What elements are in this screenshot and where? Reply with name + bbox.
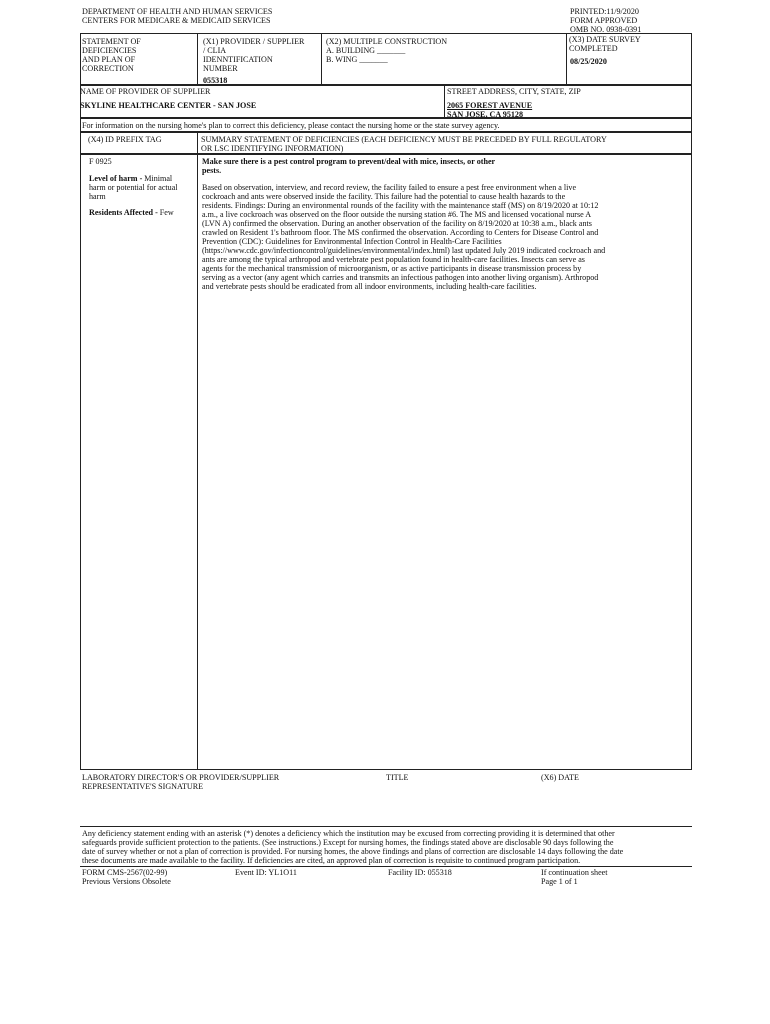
agency-header	[82, 7, 272, 25]
centers-name: CENTERS FOR MEDICARE & MEDICAID SERVICES	[82, 16, 271, 25]
provider-name-label: NAME OF PROVIDER OF SUPPLIER	[80, 87, 211, 96]
multiple-construction: (X2) MULTIPLE CONSTRUCTION A. BUILDING _______ B. WING _______	[326, 37, 448, 64]
title-label: TITLE	[386, 773, 409, 782]
residents-affected: Residents Affected - Few	[89, 208, 174, 217]
page-info: If continuation sheet Page 1 of 1	[541, 868, 608, 886]
omb-number: OMB NO. 0938-0391	[570, 25, 642, 34]
printed-date: PRINTED:11/9/2020	[570, 7, 639, 16]
address-city: SAN JOSE, CA 95128	[447, 110, 524, 119]
address-street: 2065 FOREST AVENUE	[447, 101, 533, 110]
provider-clia-label: (X1) PROVIDER / SUPPLIER / CLIA IDENNTIFICATION NUMBER	[203, 37, 305, 73]
building-field: A. BUILDING _______	[326, 46, 406, 55]
department-name: DEPARTMENT OF HEALTH AND HUMAN SERVICES	[82, 7, 273, 16]
form-identifier: FORM CMS-2567(02-99) Previous Versions Obsolete	[82, 868, 171, 886]
level-of-harm: Level of harm - Minimal harm or potential for actual harm	[89, 174, 178, 201]
footer-rule	[80, 826, 692, 827]
wing-field: B. WING _______	[326, 55, 388, 64]
form-approved: FORM APPROVED	[570, 16, 638, 25]
director-signature-label: LABORATORY DIRECTOR'S OR PROVIDER/SUPPLIER REPRESENTATIVE'S SIGNATURE	[82, 773, 280, 791]
info-line: For information on the nursing home's plan to correct this deficiency, please contact the nursing home or the state survey agency.	[82, 121, 500, 130]
date-label: (X6) DATE	[541, 773, 579, 782]
address-label: STREET ADDRESS, CITY, STATE, ZIP	[447, 87, 581, 96]
page-number: Page 1 of 1	[541, 877, 578, 886]
event-id: Event ID: YL1O11	[235, 868, 297, 877]
form-approval-block	[570, 7, 641, 34]
facility-id: Facility ID: 055318	[388, 868, 452, 877]
survey-date-label: (X3) DATE SURVEY COMPLETED	[569, 35, 641, 53]
deficiency-title: Make sure there is a pest control program to prevent/deal with mice, insects, or other pests.	[202, 157, 496, 175]
provider-name: SKYLINE HEALTHCARE CENTER - SAN JOSE	[80, 101, 257, 110]
summary-header: SUMMARY STATEMENT OF DEFICIENCIES (EACH DEFICIENCY MUST BE PRECEDED BY FULL REGULATORY OR LSC IDENTIFYING INFORMATION)	[201, 135, 607, 153]
provider-number: 055318	[203, 76, 228, 85]
deficiency-findings: Based on observation, interview, and record review, the facility failed to ensure a pest free environment when a live cockroach and ants were observed inside the facility. This failure had the potential to cause health hazards to the residents. Findings: During an environmental rounds of the facility with the maintenance staff (MS) on 8/19/2020 at 10:12 a.m., a live cockroach was observed on the floor outside the nursing station #6. The MS and licensed vocational nurse A (LVN A) confirmed the observation. During an another observation of the facility on 8/19/2020 at 10:38 a.m., black ants crawled on Resident 1's bathroom floor. The MS confirmed the observation. According to Centers for Disease Control and Prevention (CDC): Guidelines for Environmental Infection Control in Health-Care Facilities (https://www.cdc.gov/infectioncontrol/guidelines/environmental/index.html) last updated July 2019 indicated cockroach and ants are among the typical arthropod and vertebrate pest population found in health-care facilities. Insects can serve as agents for the mechanical transmission of microorganism, or as active participants in disease transmission process by serving as a vector (any agent which carries and transmits an infectious pathogen into another living organism). Arthropod and vertebrate pests should be eradicated from all indoor environments, including health-care facilities.	[202, 183, 606, 291]
id-prefix-header: (X4) ID PREFIX TAG	[88, 135, 162, 144]
deficiency-tag: F 0925	[89, 157, 112, 166]
survey-date-value: 08/25/2020	[570, 57, 607, 66]
statement-label: STATEMENT OF DEFICIENCIES AND PLAN OF CORRECTION	[82, 37, 141, 73]
disclosure-notice: Any deficiency statement ending with an asterisk (*) denotes a deficiency which the institution may be excused from correcting providing it is determined that other safeguards provide sufficient protection to the patients. (See instructions.) Except for nursing homes, the findings stated above are disclosable 90 days following the date of survey whether or not a plan of correction is provided. For nursing homes, the above findings and plans of correction are disclosable 14 days following the date these documents are made available to the facility. If deficiencies are cited, an approved plan of correction is requisite to continued program participation.	[82, 829, 624, 865]
